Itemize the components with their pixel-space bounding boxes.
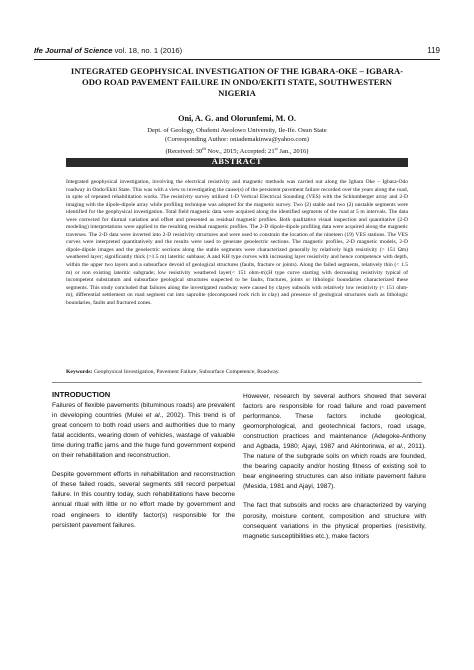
right-column xyxy=(243,392,426,542)
accepted-end: Jan., 2016) xyxy=(277,148,309,156)
keywords-label: Keywords: xyxy=(66,369,93,375)
left-column xyxy=(52,390,235,531)
affiliation-department: Dept. of Geology, Obafemi Awolowo University, Ile-Ife. Osun State xyxy=(147,127,327,134)
running-header xyxy=(34,46,440,60)
title-line: NIGERIA xyxy=(218,88,256,98)
section-divider xyxy=(52,382,422,383)
text-run: However, research by several authors showed that several factors are responsible for road failure and road pavement performance. These factors include geological, geomorphological, and geotechnical factors, road usage, construction practices and maintenance (Adegoke-Anthony and Agbada, 1980; Ajayi, 1987 and Akintorinwa, xyxy=(243,393,426,451)
authors: Oni, A. G. and Olorunfemi, M. O. xyxy=(178,114,296,123)
abstract-body xyxy=(66,179,408,307)
accepted-sup: st xyxy=(274,146,278,152)
affiliation xyxy=(40,126,434,157)
journal-volume: vol. 18, no. 1 (2016) xyxy=(112,46,183,55)
body-paragraph: Despite government efforts in rehabilitation and reconstruction of these failed roads, several segments still record perpetual failure. In this country today, such rehabilitations have become annual ritual with little or no effort made by government and road engineers to identify factor(s) responsible for the persistent pavement failures. xyxy=(52,471,235,529)
text-run-italic: et al xyxy=(145,412,160,420)
title-line: INTEGRATED GEOPHYSICAL INVESTIGATION OF THE IGBARA-OKE – IGBARA- xyxy=(70,66,404,76)
page-number: 119 xyxy=(427,46,440,55)
accepted-text: Nov., 2015; Accepted: 21 xyxy=(205,148,275,156)
received-text: (Received: 30 xyxy=(165,148,203,156)
corresponding-author: (Corresponding Author: oniademakinwa@yahoo.com) xyxy=(165,136,309,144)
paper-title xyxy=(40,66,434,99)
received-dates xyxy=(40,144,434,156)
keywords-list: Geophysical Investigation, Pavement Failure, Subsurface Competence, Roadway. xyxy=(92,369,280,375)
journal-name: Ife Journal of Science xyxy=(34,46,113,55)
introduction-heading: INTRODUCTION xyxy=(52,390,111,399)
text-run-italic: et al xyxy=(388,443,402,451)
paragraph-gap xyxy=(243,492,426,501)
header-rule xyxy=(34,59,440,60)
text-run: ., 2011). The nature of the subgrade soils on which roads are founded, the bearing capacity and/or hosting fitness of existing soil to bear engineering structures can also initiate pavement failure (Mesida, 1981 and Ajayi, 1987). xyxy=(243,443,426,491)
abstract-heading: ABSTRACT xyxy=(211,157,263,166)
text-run: Failures of flexible pavements (bituminous roads) are prevalent in developing countries (Mulei xyxy=(52,402,235,420)
body-paragraph xyxy=(52,401,235,461)
journal-citation xyxy=(34,46,182,55)
text-run: ., 2002). This trend is of great concern to both road users and authorities due to many fatal accidents, wearing down of vehicles, wastage of valuable time during traffic jams and the huge fund government expend on their rehabilitation and reconstruction. xyxy=(52,412,235,460)
paragraph-gap xyxy=(52,461,235,470)
title-line: ODO ROAD PAVEMENT FAILURE IN ONDO/EKITI STATE, SOUTHWESTERN xyxy=(82,77,392,87)
body-paragraph xyxy=(243,392,426,492)
keywords xyxy=(66,369,408,375)
body-paragraph: The fact that subsoils and rocks are characterized by varying porosity, moisture content, composition and structure with consequent variations in the physical properties (resistivity, magnetic susceptibilities etc.), make factors xyxy=(243,502,426,540)
received-sup: th xyxy=(202,146,206,152)
abstract-paragraph: Integrated geophysical investigation, involving the electrical resistivity and magnetic methods was carried out along the Igbara Oke – Igbara-Odo roadway in Ondo/Ekiti State. This was with a view to investigating the cause(s) of the persistent pavement failure recorded over the years along the road, in spite of repeated rehabilitation works. The resistivity survey utilized 1-D Vertical Electrical Sounding (VES) with the Schlumberger array and 2-D imaging with the dipole-dipole array while profiling technique was adopted for the magnetic survey. Two (2) stable and two (2) unstable segments were identified for the geophysical investigation. Total field magnetic data were acquired along the identified segments of the road at 5 m intervals. The data were corrected for diurnal variation and offset and presented as residual magnetic profiles. Both qualitative visual inspection and quantitative (2-D modeling) interpretations were applied to the resulting residual magnetic profiles. The 2-D dipole-dipole profiling data were acquired along the magnetic traverses. The 2-D data were inverted into 2-D resistivity structures and were used to constrain the location of the nineteen (19) VES stations. The VES curves were interpreted quantitatively and the results were used to generate geoelectric sections. The magnetic profiles, 2-D magnetic models, 2-D dipole-dipole images and the geoelectric sections along the stable segments were characterized generally by relatively high resistivity (> 151 Ωm) weathered layer; significantly thick (>1.5 m) lateritic subbase; A and KH type curves with increasing layer resistivity and hence competence with depth, within the upper two layers and a subsurface devoid of geological structures (faults, fracture or joints). Along the failed segments, relatively thin (< 1.5 m) or non existing lateritic subgrade; low resistivity weathered layer(< 151 ohm-m);H type curve starting with decreasing resistivity typical of incompetent substratum and subsurface geological structures suspected to be faults, fractures, joints or lithologic boundaries characterized these segments. This study concluded that failures along the investigated roadway were caused by clayey subsoils with relatively low resistivity (< 151 ohm-m); differential settlement on road segment cut into saprolite (decomposed rock rich in clay) and presence of geological structures such as lithologic boundaries, faults and fractured zones. xyxy=(66,179,408,306)
